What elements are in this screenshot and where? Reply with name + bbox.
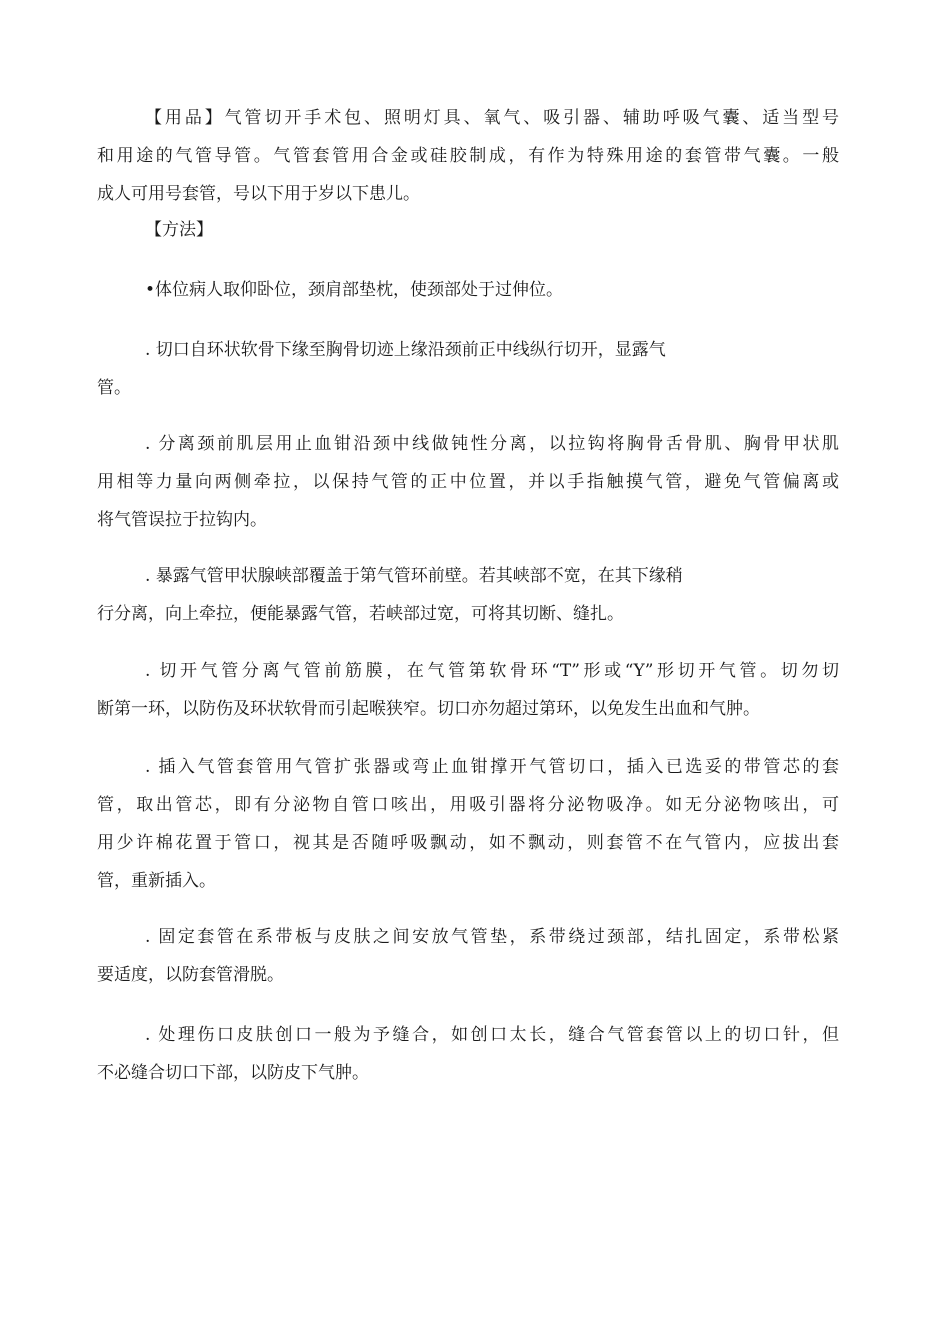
- heading-method: [97, 211, 839, 249]
- text-line: 要适度，以防套管滑脱。: [97, 965, 284, 985]
- step-position: [97, 271, 839, 309]
- text-line: 成人可用号套管，号以下用于岁以下患儿。: [97, 184, 420, 204]
- step-insert-tube: [97, 748, 839, 900]
- text-line: •体位病人取仰卧位，颈肩部垫枕，使颈部处于过伸位。: [145, 280, 564, 300]
- text-line: 和用途的气管导管。气管套管用合金或硅胶制成，有作为特殊用途的套管带气囊。一般: [97, 146, 839, 166]
- text-line: . 切口自环状软骨下缘至胸骨切迹上缘沿颈前正中线纵行切开，显露气: [145, 340, 666, 360]
- step-wound-care: [97, 1016, 839, 1092]
- step-expose-trachea: [97, 557, 839, 633]
- text-line: 管，重新插入。: [97, 871, 216, 891]
- step-incision: [97, 331, 839, 407]
- text-line: . 插入气管套管用气管扩张器或弯止血钳撑开气管切口，插入已选妥的带管芯的套: [145, 757, 839, 777]
- text-line: 用少许棉花置于管口，视其是否随呼吸飘动，如不飘动，则套管不在气管内，应拔出套: [97, 833, 839, 853]
- text-line: 【方法】: [145, 220, 213, 240]
- text-line: 将气管误拉于拉钩内。: [97, 510, 267, 530]
- paragraph-supplies: [97, 99, 839, 213]
- step-separate-muscle: [97, 425, 839, 539]
- text-line: . 暴露气管甲状腺峡部覆盖于第气管环前壁。若其峡部不宽，在其下缘稍: [145, 566, 683, 586]
- text-line: 管。: [97, 378, 131, 398]
- text-line: 用相等力量向两侧牵拉，以保持气管的正中位置，并以手指触摸气管，避免气管偏离或: [97, 472, 839, 492]
- text-line: 行分离，向上牵拉，便能暴露气管，若峡部过宽，可将其切断、缝扎。: [97, 604, 624, 624]
- text-line: 断第一环，以防伤及环状软骨而引起喉狭窄。切口亦勿超过第环，以免发生出血和气肿。: [97, 699, 760, 719]
- text-line: 管，取出管芯，即有分泌物自管口咳出，用吸引器将分泌物吸净。如无分泌物咳出，可: [97, 795, 839, 815]
- text-line: . 分离颈前肌层用止血钳沿颈中线做钝性分离，以拉钩将胸骨舌骨肌、胸骨甲状肌: [145, 434, 839, 454]
- text-line: 不必缝合切口下部，以防皮下气肿。: [97, 1063, 369, 1083]
- text-line: . 固定套管在系带板与皮肤之间安放气管垫，系带绕过颈部，结扎固定，系带松紧: [145, 927, 839, 947]
- step-cut-trachea: [97, 652, 839, 728]
- text-line: . 处理伤口皮肤创口一般为予缝合，如创口太长，缝合气管套管以上的切口针，但: [145, 1025, 839, 1045]
- text-line: . 切开气管分离气管前筋膜，在气管第软骨环“T”形或“Y”形切开气管。切勿切: [145, 661, 839, 681]
- step-fix-tube: [97, 918, 839, 994]
- text-line: 【用品】气管切开手术包、照明灯具、氧气、吸引器、辅助呼吸气囊、适当型号: [145, 108, 839, 128]
